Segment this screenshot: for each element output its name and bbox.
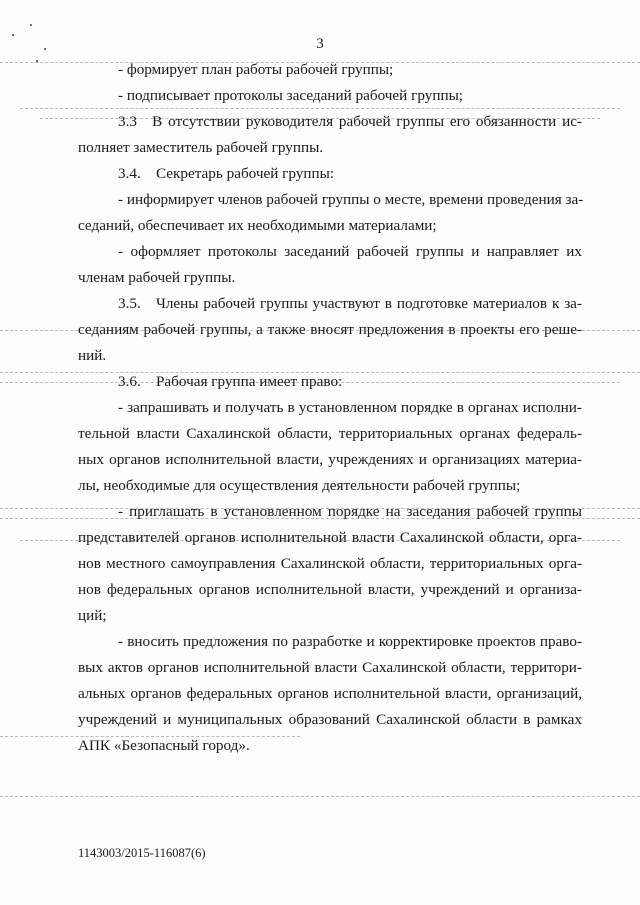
text-line: представителей органов исполнительной власти Сахалинской области, орга- xyxy=(78,529,582,546)
text-line: нов федеральных органов исполнительной власти, учреждений и организа- xyxy=(78,581,582,598)
text-line: 3.4. Секретарь рабочей группы: xyxy=(118,165,335,182)
text-line: - информирует членов рабочей группы о месте, времени проведения за- xyxy=(118,191,584,208)
text-line: ний. xyxy=(78,347,107,364)
text-line: членам рабочей группы. xyxy=(78,269,236,286)
text-line: 3.5. Члены рабочей группы участвуют в подготовке материалов к за- xyxy=(118,295,582,312)
text-line: нов местного самоуправления Сахалинской области, территориальных орга- xyxy=(78,555,582,572)
text-line: 3.6. Рабочая группа имеет право: xyxy=(118,373,343,390)
text-line: ных органов исполнительной власти, учреждениях и организациях материа- xyxy=(78,451,582,468)
text-line: лы, необходимые для осуществления деятельности рабочей группы; xyxy=(78,477,521,494)
text-line: - оформляет протоколы заседаний рабочей группы и направляет их xyxy=(118,243,582,260)
scan-artifact xyxy=(20,108,620,110)
text-line: альных органов федеральных органов исполнительной власти, организаций, xyxy=(78,685,582,702)
text-line: 3.3 В отсутствии руководителя рабочей группы его обязанности ис- xyxy=(118,113,582,130)
text-line: тельной власти Сахалинской области, территориальных органах федераль- xyxy=(78,425,582,442)
text-line: седаний, обеспечивает их необходимыми материалами; xyxy=(78,217,437,234)
text-line: - запрашивать и получать в установленном порядке в органах исполни- xyxy=(118,399,582,416)
scan-artifact xyxy=(0,796,640,798)
text-line: полняет заместитель рабочей группы. xyxy=(78,139,324,156)
text-line: - формирует план работы рабочей группы; xyxy=(118,61,394,78)
text-line: ций; xyxy=(78,607,107,624)
document-id-footer: 1143003/2015-116087(6) xyxy=(78,846,206,860)
text-line: учреждений и муниципальных образований Сахалинской области в рамках xyxy=(78,711,582,728)
page-number: 3 xyxy=(316,36,324,52)
text-line: - вносить предложения по разработке и корректировке проектов право- xyxy=(118,633,582,650)
text-line: седаниям рабочей группы, а также вносят предложения в проекты его реше- xyxy=(78,321,582,338)
text-line: - подписывает протоколы заседаний рабочей группы; xyxy=(118,87,463,104)
text-line: - приглашать в установленном порядке на заседания рабочей группы xyxy=(118,503,582,520)
scan-speck xyxy=(30,24,32,26)
text-line: АПК «Безопасный город». xyxy=(78,737,250,754)
text-line: вых актов органов исполнительной власти Сахалинской области, территори- xyxy=(78,659,582,676)
scan-speck xyxy=(36,60,38,62)
